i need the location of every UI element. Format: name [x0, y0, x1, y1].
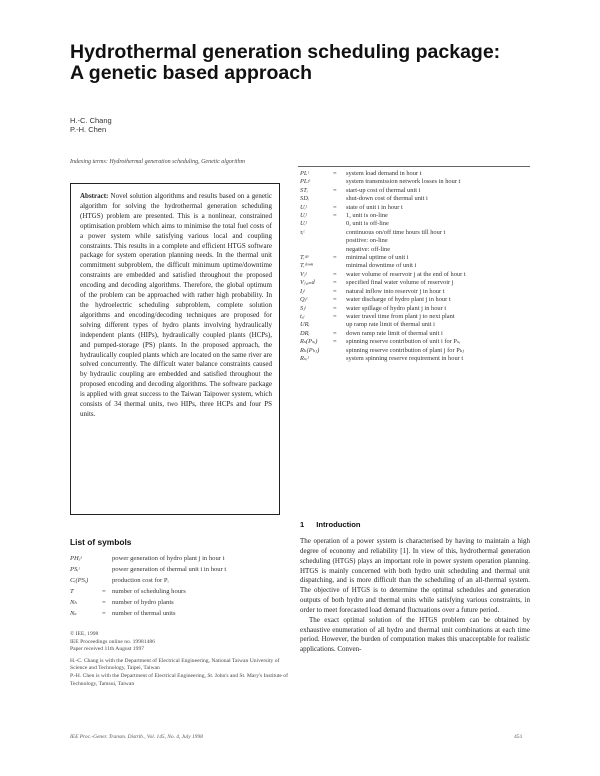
symbol-definition: spinning reserve contribution of plant j for Pₕⱼ: [346, 346, 465, 354]
symbol: Qⱼᵗ: [300, 296, 308, 304]
nomenclature-list: [300, 170, 530, 363]
abstract-lead: Abstract:: [80, 192, 109, 200]
symbol: Tᵢᵈᵒʷⁿ: [300, 262, 313, 270]
symbol: Nₛ: [70, 610, 77, 617]
section-title: Introduction: [316, 520, 361, 529]
abstract-text: Novel solution algorithms and results based on a genetic algorithm for solving the hydrothermal generation scheduling (HTGS) problem are presented. This is a nonlinear, constrained optimisation problem which aims to minimise the total fuel costs of a power system while satisfying various local and coupling constraints. This results in a complete and efficient HTGS software package for system operation planning needs. In the thermal unit commitment subproblem, the difficult minimum uptime/downtime constraints are embedded and satisfied throughout the proposed encoding and decoding algorithms. Therefore, the global optimum of the problem can be approached with rather high probability. In the hydroelectric scheduling subproblem, complete solution algorithms and encoding/decoding techniques are proposed for solving different types of hydro plants involving hydraulically independent plants (HIPs), hydraulically coupled plants (HCPs), and pumped-storage (PS) plants. In the proposed approach, the hydraulically coupled plants which are located on the same river are solved concurrently. The difficult water balance constraints caused by hydraulic coupling are embedded and satisfied throughout the proposed encoding and decoding algorithms. The software package is applied with great success to the Taiwan Taipower system, which consists of 34 thermal units, two HIPs, three HCPs and four PS units.: [80, 192, 273, 418]
symbol-equals: =: [333, 304, 337, 312]
nomenclature-row: [300, 212, 530, 220]
symbol: URᵢ: [300, 321, 310, 329]
title-line-1: Hydrothermal generation scheduling package:: [70, 41, 501, 63]
symbol-row: [70, 597, 290, 608]
symbol: Vⱼ,ₑₙd: [300, 279, 315, 287]
symbol-definition: system transmission network losses in hour t: [346, 178, 461, 186]
symbol: Tᵢᵘᵖ: [300, 254, 309, 262]
author-affiliation-note: P.-H. Chen is with the Department of Electrical Engineering, St. John's and St. Mary's Institute of Technology, Tamsui, Taiwan: [70, 672, 288, 687]
nomenclature-row: [300, 178, 530, 186]
nomenclature-row: [300, 296, 530, 304]
nomenclature-row: [300, 187, 530, 195]
symbol-definition: up ramp rate limit of thermal unit i: [346, 321, 435, 329]
symbol-definition: positive: on-line: [346, 237, 388, 245]
symbol-definition: 0, unit is off-line: [346, 220, 389, 228]
nomenclature-row: [300, 355, 530, 363]
author-name: H.-C. Chang: [70, 116, 112, 125]
symbol-row: [70, 586, 290, 597]
symbol-equals: =: [333, 312, 337, 320]
column-divider: [298, 166, 530, 167]
symbol-definition: system load demand in hour t: [346, 170, 422, 177]
paper-title: [70, 42, 550, 84]
symbol: Uᵢᵗ: [300, 212, 307, 220]
introduction-body: [300, 537, 530, 655]
symbol-definition: shut-down cost of thermal unit i: [346, 195, 428, 203]
symbol: SDᵢ: [300, 195, 309, 203]
nomenclature-row: [300, 305, 530, 313]
symbol-equals: =: [333, 287, 337, 295]
symbol-equals: =: [333, 186, 337, 194]
author-affiliation-note: H.-C. Chang is with the Department of Electrical Engineering, National Taiwan University of Science and Technology, Taipei, Taiwan: [70, 657, 280, 672]
symbol-definition: water travel time from plant j to next plant: [346, 312, 455, 320]
symbol: DRᵢ: [300, 329, 310, 337]
symbol-equals: =: [102, 599, 106, 606]
symbol-row: [70, 608, 290, 619]
symbol: Rₛᵣᵗ: [300, 354, 309, 362]
symbol-equals: =: [102, 610, 106, 617]
symbol: τᵢᵗ: [300, 228, 305, 236]
symbol-row: [70, 553, 290, 564]
nomenclature-row: [300, 321, 530, 329]
symbol: PLᵗ: [300, 170, 309, 177]
symbol: Uᵢᵗ: [300, 203, 307, 211]
nomenclature-row: [300, 288, 530, 296]
symbol-equals: =: [333, 170, 337, 177]
symbol-equals: =: [333, 296, 337, 304]
nomenclature-row: [300, 347, 530, 355]
nomenclature-row: [300, 262, 530, 270]
symbol-definition: minimal downtime of unit i: [346, 262, 417, 270]
indexing-terms: Indexing terms: Hydrothermal generation scheduling, Genetic algorithm: [70, 159, 245, 165]
footnotes: [70, 631, 290, 688]
copyright-note: © IEE, 1998: [70, 631, 99, 637]
author-name: P.-H. Chen: [70, 125, 107, 134]
nomenclature-row: [300, 170, 530, 178]
journal-citation: IEE Proc.-Gener. Transm. Distrib., Vol. 145, No. 4, July 1998: [70, 734, 203, 740]
paragraph: The operation of a power system is characterised by having to maintain a high degree of economy and reliability [1]. In view of this, hydrothermal generation scheduling (HTGS) plays an important role in power system operation planning. HTGS is mainly concerned with both hydro unit scheduling and thermal unit dispatching, and is more difficult than the scheduling of an all-thermal system. The objective of HTGS is to determine the optimal schedules and generation outputs of both hydro and thermal units while satisfying various constraints, in order to meet forecasted load demand fluctuations over a future period.: [300, 537, 530, 614]
symbol-equals: =: [333, 203, 337, 211]
nomenclature-row: [300, 254, 530, 262]
nomenclature-row: [300, 229, 530, 237]
symbol: PSᵢᵗ: [70, 566, 80, 573]
symbol-definition: minimal uptime of unit i: [346, 254, 409, 262]
nomenclature-row: [300, 338, 530, 346]
symbol: STᵢ: [300, 186, 308, 194]
symbol: Nₕ: [70, 599, 78, 606]
nomenclature-row: [300, 204, 530, 212]
symbol-definition: spinning reserve contribution of unit i for Pₛᵢ: [346, 338, 461, 346]
symbol-definition: number of thermal units: [112, 610, 176, 617]
author-list: [70, 116, 112, 134]
section-heading-introduction: [300, 520, 361, 529]
symbol: PHⱼᵗ: [70, 555, 82, 562]
symbol-equals: =: [333, 254, 337, 262]
symbol-definition: natural inflow into reservoir j in hour t: [346, 287, 445, 295]
title-line-2: A genetic based approach: [70, 62, 313, 84]
symbol-equals: =: [333, 338, 337, 346]
symbol: Sⱼᵗ: [300, 304, 306, 312]
symbol-definition: negative: off-line: [346, 245, 391, 253]
symbol-definition: down ramp rate limit of thermal unit i: [346, 329, 443, 337]
symbol-equals: =: [102, 588, 106, 595]
symbol-definition: water volume of reservoir j at the end of hour t: [346, 270, 466, 278]
paragraph: The exact optimal solution of the HTGS problem can be obtained by exhaustive enumeration of all hydro and thermal unit combinations at each time period. However, the burden of computation makes this unacceptable for realistic applications. Conven-: [300, 615, 530, 654]
nomenclature-row: [300, 195, 530, 203]
nomenclature-row: [300, 237, 530, 245]
symbols-list: [70, 553, 290, 619]
symbol-definition: power generation of thermal unit i in hour t: [112, 566, 227, 573]
symbol: T: [70, 588, 74, 595]
symbols-heading: List of symbols: [70, 537, 132, 547]
symbol: tᵢⱼ: [300, 312, 305, 320]
symbol-definition: start-up cost of thermal unit i: [346, 186, 421, 194]
symbol-definition: number of hydro plants: [112, 599, 174, 606]
symbol-definition: state of unit i in hour t: [346, 203, 403, 211]
section-number: 1: [300, 520, 305, 529]
symbol: Vⱼᵗ: [300, 270, 307, 278]
symbol: Iⱼᵗ: [300, 287, 305, 295]
nomenclature-row: [300, 330, 530, 338]
nomenclature-row: [300, 246, 530, 254]
symbol-definition: power generation of hydro plant j in hour t: [112, 555, 225, 562]
received-date-note: Paper received 11th August 1997: [70, 646, 145, 653]
symbol-definition: continuous on/off time hours till hour t: [346, 228, 446, 236]
symbol-definition: 1, unit is on-line: [346, 212, 388, 220]
symbol-equals: =: [333, 279, 337, 287]
symbol-row: [70, 575, 290, 586]
symbol-definition: water spillage of hydro plant j in hour t: [346, 304, 447, 312]
online-number-note: IEE Proceedings online no. 19981486: [70, 638, 155, 645]
symbol-definition: specified final water volume of reservoir j: [346, 279, 454, 287]
nomenclature-row: [300, 279, 530, 287]
symbol: Rₛ(Pₛᵢ): [300, 338, 318, 346]
symbol-equals: =: [333, 329, 337, 337]
page-number: 451: [514, 734, 523, 740]
symbol-definition: production cost for Pᵢ: [112, 577, 169, 584]
symbol: Cᵢ(PSᵢ): [70, 577, 89, 584]
nomenclature-row: [300, 220, 530, 228]
symbol-row: [70, 564, 290, 575]
symbol-equals: =: [333, 270, 337, 278]
symbol-definition: water discharge of hydro plant j in hour t: [346, 296, 451, 304]
abstract-box: [70, 183, 280, 515]
symbol-definition: number of scheduling hours: [112, 588, 186, 595]
symbol: Uᵢᵗ: [300, 220, 307, 228]
symbol: Rₕ(Pₕⱼ): [300, 346, 320, 354]
nomenclature-row: [300, 313, 530, 321]
symbol: PLₗᵗ: [300, 178, 311, 186]
nomenclature-row: [300, 271, 530, 279]
symbol-equals: =: [333, 212, 337, 220]
symbol-definition: system spinning reserve requirement in hour t: [346, 354, 464, 362]
